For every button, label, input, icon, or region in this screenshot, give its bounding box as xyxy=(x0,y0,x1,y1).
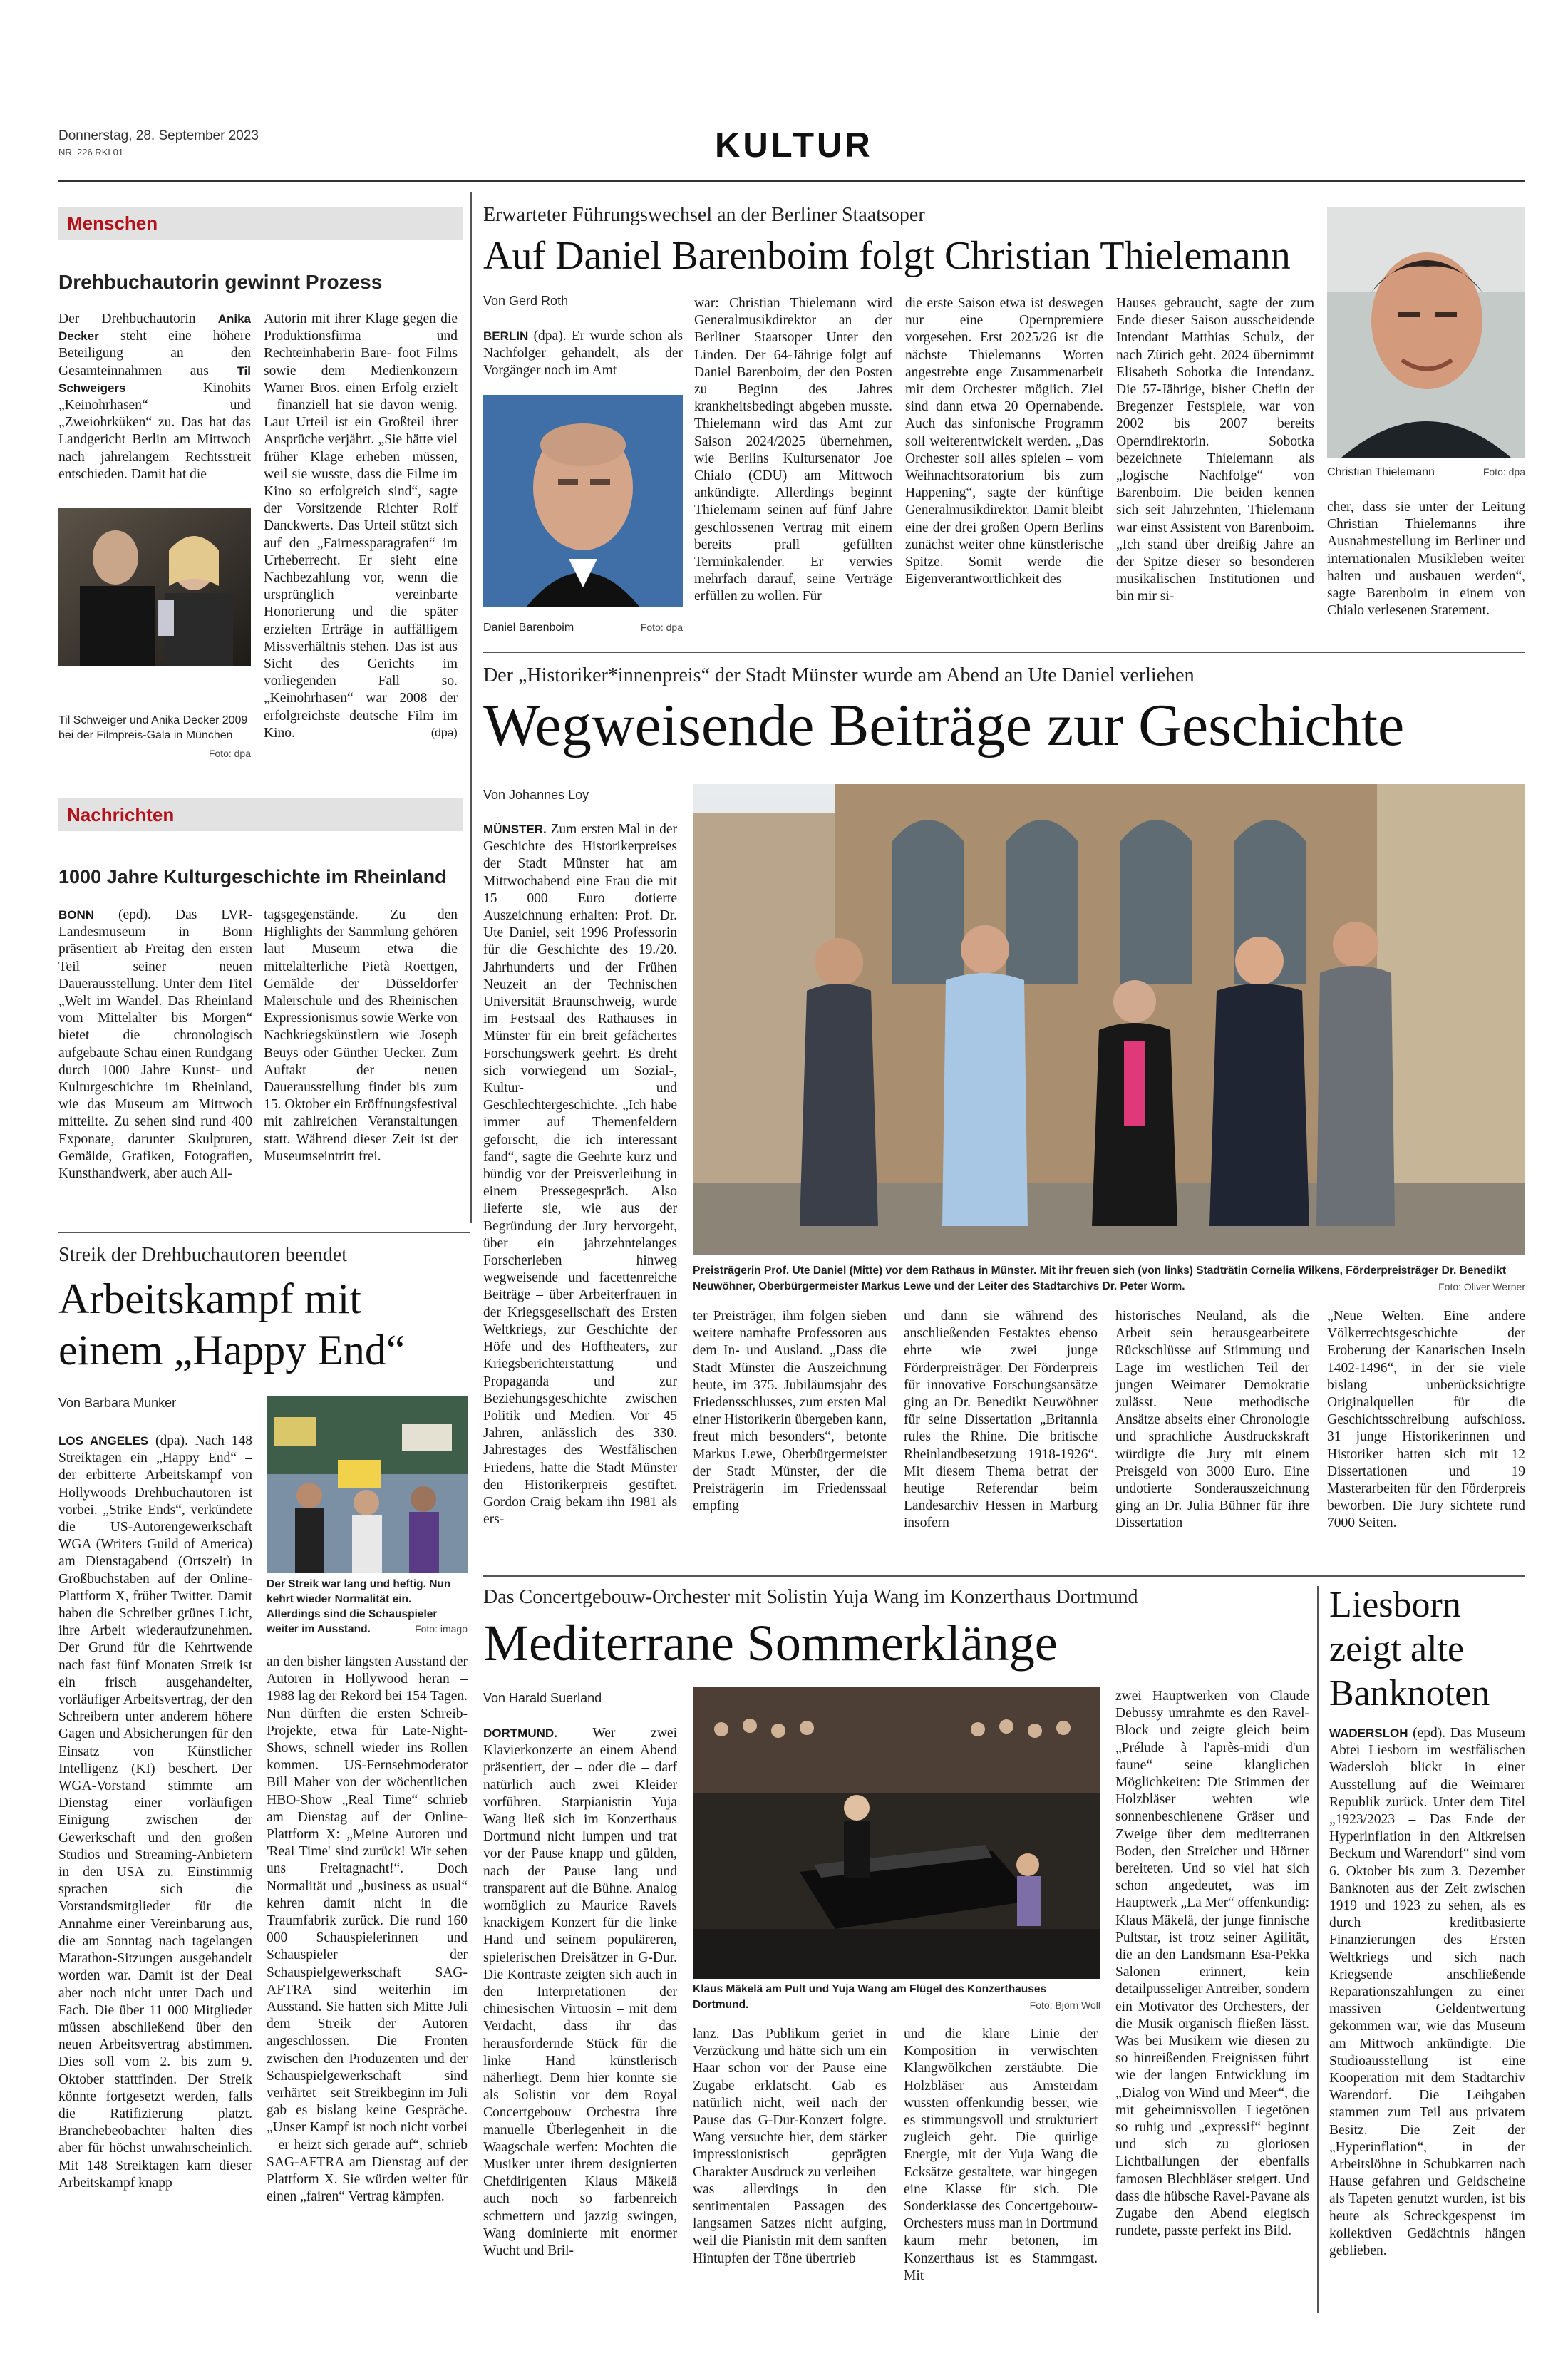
historiker-text-col1-cont xyxy=(483,821,677,822)
masthead-rule xyxy=(58,180,1525,182)
section-title: KULTUR xyxy=(715,126,873,165)
streik-headline-line1: Arbeitskampf mit xyxy=(58,1275,361,1322)
liesborn-headline-3: Banknoten xyxy=(1329,1673,1490,1714)
concert-kicker: Das Concertgebouw-Orchester mit Solistin Yuja Wang im Konzerthaus Dortmund xyxy=(483,1586,1138,1608)
barenboim-bottom-rule xyxy=(483,652,1525,653)
barenboim-text-col3: die erste Saison etwa ist deswegen nur eine Opernpremiere vorgesehen. Erst 2025/26 ist die nächste Thielemanns Worten angestrebte enge Zusammenarbeit mit dem Orchester möglich. Ziel sind dann etwa 20 Opernabende. Auch das sinfonische Programm soll weiterentwickelt werden. „Das Orchester soll alles spielen – vom Weihnachtsoratorium bis zum Happening“, sagte der künftige Generalmusikdirektor. Damit bleibt eine der drei großen Opern Berlins zunächst weiter ohne künstlerische Spitze. Somit werde die Eigenverantwortlichkeit des xyxy=(905,296,1103,587)
historiker-kicker: Der „Historiker*innenpreis“ der Stadt Münster wurde am Abend an Ute Daniel verliehen xyxy=(483,664,1195,686)
concert-text-col2: lanz. Das Publikum geriet in Verzückung und hätte sich um ein Haar schon vor der Pause eine Zugabe erklatscht. Gab es natürlich nicht, weil nach der Pause das G-Dur-Konzert folgte. Wang versuchte hier, dem stärker impressionistisch geprägten Charakter Ausdruck zu verleihen – was allerdings in den sentimentalen Passagen des langsamen Satzes nicht aufging, weil die Pianistin mit dem sanften Hintupfen der Töne übertrieb xyxy=(693,2027,887,2266)
historiker-text-col5: „Neue Welten. Eine andere Völkerrechtsgeschichte der Eroberung der Kanarischen Inseln 1402-1496“, in der sie viele bislang unberücksichtigte Originalquellen für die Geschichtsschreibung aufschloss. 31 junge Historikerinnen und Historiker hatten sich mit 12 Dissertationen und 19 Masterarbeiten für den Förderpreis beworben. Die Jury sichtete rund 7000 Seiten. xyxy=(1327,1309,1525,1531)
historiker-headline: Wegweisende Beiträge zur Geschichte xyxy=(483,692,1405,758)
issue-number: NR. 226 RKL01 xyxy=(58,147,124,158)
streik-kicker: Streik der Drehbuchautoren beendet xyxy=(58,1244,348,1266)
column-divider xyxy=(470,192,472,1223)
liesborn-divider xyxy=(1317,1586,1319,2313)
barenboim-text-col4: Hauses gebraucht, sagte der zum Ende dieser Saison ausscheidende Intendant Matthias Schulz, der nach Zürich geht. 2024 übernimmt Elisabeth Sobotka die Intendanz. Die 57-Jährige, bisher Chefin der Bregenzer Festspiele, war von 2002 bis 2007 bereits Operndirektorin. Sobotka bezeichnete Thielemann als „logische Nachfolge“ von Barenboim. Die beiden kennen sich seit Jahrzehnten, Thielemann war einst Assistent von Barenboim. „Ich stand über dreißig Jahre an der Spitze dieser so besonderen musikalischen Institutionen und bin mir si- xyxy=(1116,296,1314,604)
issue-date: Donnerstag, 28. September 2023 xyxy=(58,128,259,143)
concert-photo-caption xyxy=(693,1982,1100,2019)
historiker-text-col2: ter Preisträger, ihm folgen sieben weitere namhafte Professoren aus dem In- und Ausland. „Dass die Stadt Münster die Auszeichnung heute, im 375. Jubiläumsjahr des Friedensschlusses, zum ersten Mal einer Historikerin übergeben kann, freut mich besonders“, betonte Markus Lewe, Oberbürgermeister der Stadt Münster, der die Preisträgerin im Friedenssaal empfing xyxy=(693,1309,887,1514)
streik-photo-caption-text: Der Streik war lang und heftig. Nun kehrt wieder Normalität ein. Allerdings sind die Schauspieler weiter im Ausstand. xyxy=(267,1578,451,1635)
historiker-author: Von Johannes Loy xyxy=(483,788,589,802)
historiker-photo-caption-text: Preisträgerin Prof. Ute Daniel (Mitte) vor dem Rathaus in Münster. Mit ihr freuen sich (von links) Stadträtin Cornelia Wilkens, Förderpreisträger Dr. Benedikt Neuwöhner, Oberbürgermeister Markus Lewe und der Leiter des Stadtarchivs Dr. Peter Worm. xyxy=(693,1265,1507,1292)
liesborn-text: WADERSLOH (epd). Das Museum Abtei Liesborn im westfälischen Wadersloh blickt in einer Ausstellung auf die Weimarer Republik zurück. Unter dem Titel „1923/2023 – Das Ende der Hyperinflation in den Altkreisen Beckum und Warendorf“ sind vom 6. Oktober bis zum 3. Dezember Banknoten aus der Zeit zwischen 1919 und 1923 zu sehen, als es durch kreditbasierte Finanzierungen des Ersten Weltkriegs und sich nach Kriegsende anschließende Reparationszahlungen zu einer massiven Geldentwertung gekommen war, wie das Museum am Mittwoch ankündigte. Die Studioausstellung ist eine Kooperation mit dem Stadtarchiv Warendorf. Die Leihgaben stammen zum Teil aus privatem Besitz. Die Zeit der „Hyperinflation“, in der Arbeitslöhne in Schubkarren nach Hause gefahren und Geldscheine als Tapeten genutzt wurden, ist bis heute als Schreckgespenst im kollektiven Gedächtnis hängen geblieben. xyxy=(1329,1726,1525,2259)
barenboim-photo-caption xyxy=(483,620,683,637)
barenboim-photo1-caption-text: Daniel Barenboim xyxy=(483,622,574,634)
concert-text-col1: DORTMUND. Wer zwei Klavierkonzerte an einem Abend präsentiert, der – oder die – darf natürlich auch zwei Kleider vorführen. Starpianistin Yuja Wang ließ sich im Konzerthaus Dortmund nicht lumpen und trat vor der Pause knapp und gülden, nach der Pause lang und transparent auf die Bühne. Analog womöglich zu Maurice Ravels knackigem Konzert für die linke Hand und seinem populäreren, spielerischen Dreisätzer in G-Dur. Die Kontraste zeigten sich auch in den Interpretationen der chinesischen Virtuosin – mit dem Verdacht, dass ihr das herausfordernde Stück für die linke Hand künstlerisch näherliegt. Denn hier konnte sie als Solistin vor dem Royal Concertgebouw Orchestra ihre manuelle Überlegenheit in die Waagschale werfen: Mochten die Musiker unter ihrem designierten Chefdirigenten Klaus Mäkelä auch noch so farbenreich schmettern und jazzig swingen, Wang dominierte mit enormer Wucht und Bril- xyxy=(483,1726,677,2259)
barenboim-text-col2: war: Christian Thielemann wird Generalmusikdirektor an der Berliner Staatsoper Unter den Linden. Der 64-Jährige folgt auf Daniel Barenboim, der den Posten zu Beginn des Jahres krankheitsbedingt abgeben musste. Thielemann wird das Amt zur Saison 2024/2025 übernehmen, wie Berlins Kultursenator Joe Chialo (CDU) am Mittwoch ankündigte. Allerdings beginnt Thielemann seinen auf fünf Jahre geschlossenen Vertrag mit einem bereits prall gefüllten Terminkalender. Er verwies mehrfach darauf, seine Verträge erfüllen zu wollen. Für xyxy=(694,296,892,604)
schweiger-decker-photo xyxy=(58,508,251,666)
concert-author: Von Harald Suerland xyxy=(483,1691,602,1705)
concert-photo xyxy=(693,1687,1100,1979)
historiker-bottom-rule xyxy=(483,1575,1525,1577)
concert-text-col3: und die klare Linie der Komposition in verwischten Klangwölkchen zerstäubte. Die Holzbläser aus Amsterdam wussten offenkundig besser, wie es stimmungsvoll und strukturiert zugleich geht. Die quirlige Energie, mit der Yuja Wang die Ecksätze gestaltete, war hingegen eine Klasse für sich. Die Sonderklasse des Concertgebouw-Orchesters muss man in Dortmund kaum mehr betonen, im Konzerthaus ist es Stammgast. Mit xyxy=(904,2027,1098,2283)
concert-headline: Mediterrane Sommerklänge xyxy=(483,1615,1058,1672)
historiker-photo-caption xyxy=(693,1263,1525,1297)
concert-photo-credit: Foto: Björn Woll xyxy=(1029,1999,1100,2011)
historiker-text-col4: historisches Neuland, als die Arbeit sein herausgearbeitete Rückschlüsse auf Stimmung und Lage im westlichen Teil der jungen Weimarer Demokratie zulässt. Neue methodische Ansätze abseits einer Chronologie und sprachliche Ausdruckskraft würdigte die Jury mit einem Preisgeld von 3000 Euro. Eine undotierte Sonderauszeichnung ging an Dr. Julia Bühner für ihre Dissertation xyxy=(1115,1309,1309,1531)
thielemann-photo-caption xyxy=(1327,465,1525,482)
barenboim-photo1-credit: Foto: dpa xyxy=(640,622,683,633)
barenboim-photo xyxy=(483,395,683,607)
streik-text-col1: LOS ANGELES (dpa). Nach 148 Streiktagen ein „Happy End“ – der erbitterte Arbeitskampf von Hollywoods Drehbuchautoren ist vorbei. „Strike Ends“, verkündete die US-Autorengewerkschaft WGA (Writers Guild of America) am Dienstagabend (Ortszeit) in Großbuchstaben auf der Online-Plattform X, früher Twitter. Damit haben die Schreiber grünes Licht, ihre Arbeit wiederaufzunehmen. Der Grund für die Kehrtwende nach fast fünf Monaten Streik ist ein frisch ausgehandelter, vorläufiger Arbeitsvertrag, der den Schreibern unter anderem höhere Gagen und Absicherungen für den Einsatz von Künstlicher Intelligenz (KI) beschert. Der WGA-Vorstand stimmte am Dienstag einer vorläufigen Einigung zwischen der Gewerkschaft und den großen Studios und Streaming-Anbietern in den USA zu. Einstimmig sprachen sich die Vorstandsmitglieder für die Annahme einer Vereinbarung aus, die am Sonntag nach tagelangen Marathon-Sitzungen ausgehandelt worden war. Damit ist der Deal aber noch nicht unter Dach und Fach. Die über 11 000 Mitglieder müssen abschließend über den neuen Arbeitsvertrag abstimmen. Dies soll vom 2. bis zum 9. Oktober stattfinden. Der Streik könnte fortgesetzt werden, falls die Ratifizierung platzt. Branchebeobachter halten dies aber für höchst unwahrscheinlich. Mit 148 Streiktagen kam dieser Arbeitskampf knapp xyxy=(58,1434,252,2191)
barenboim-author: Von Gerd Roth xyxy=(483,294,569,308)
barenboim-photo2-caption-text: Christian Thielemann xyxy=(1327,466,1435,478)
menschen-photo-caption-text: Til Schweiger und Anika Decker 2009 bei der Filmpreis-Gala in München xyxy=(58,714,248,741)
barenboim-intro: BERLIN (dpa). Er wurde schon als Nachfolger gehandelt, als der Vorgänger noch im Amt xyxy=(483,329,683,379)
historiker-photo-credit: Foto: Oliver Werner xyxy=(1438,1281,1525,1292)
streik-headline-line2: einem „Happy End“ xyxy=(58,1327,406,1374)
barenboim-text-col5: cher, dass sie unter der Leitung Christian Thielemanns ihre Ausnahmestellung im Berliner und internationalen Musikleben weiter halten und ausbauen werden“, sagte Barenboim in einem von Chialo verlesenen Statement. xyxy=(1327,500,1525,619)
thielemann-photo xyxy=(1327,207,1525,458)
menschen-section-label: Menschen xyxy=(58,207,463,240)
nachrichten-text-col2: tagsgegenstände. Zu den Highlights der Sammlung gehören laut Museum etwa die mittelalterliche Pietà Roettgen, Gemälde der Düsseldorfer Malerschule und des Rheinischen Expressionismus sowie Werke von Nachkriegskünstlern wie Joseph Beuys oder Günther Uecker. Zum Auftakt der neuen Dauerausstellung findet bis zum 15. Oktober ein Eröffnungsfestival mit zahlreichen Veranstaltungen statt. Während dieser Zeit ist der Museumseintritt frei. xyxy=(264,907,458,1164)
strike-photo xyxy=(267,1396,468,1573)
historiker-text-col3: und dann sie während des anschließenden Festaktes ebenso ehrte wie zwei junge Förderpreisträger. Der Förderpreis für innovative Forschungsansätze ging an Dr. Benedikt Neuwöhner für seine Dissertation „Britannia rules the Rhine. Die britische Rheinlandbesetzung 1918-1926“. Mit diesem Thema betrat der heutige Referendar beim Landesarchiv Hessen in Marburg insofern xyxy=(904,1309,1098,1531)
barenboim-photo2-credit: Foto: dpa xyxy=(1482,466,1525,478)
liesborn-headline-2: zeigt alte xyxy=(1329,1629,1465,1669)
nachrichten-section-label: Nachrichten xyxy=(58,798,463,831)
menschen-headline: Drehbuchautorin gewinnt Prozess xyxy=(58,271,383,293)
left-separator xyxy=(58,1232,470,1233)
concert-photo-caption-text: Klaus Mäkelä am Pult und Yuja Wang am Flügel des Konzerthauses Dortmund. xyxy=(693,1983,1047,2011)
nachrichten-headline: 1000 Jahre Kulturgeschichte im Rheinland xyxy=(58,866,447,887)
historiker-text-col1: MÜNSTER. Zum ersten Mal in der Geschichte des Historikerpreises der Stadt Münster hat am Mittwochabend eine Frau die mit 15 000 Euro dotierte Auszeichnung erhalten: Prof. Dr. Ute Daniel, seit 1996 Professorin für die Geschichte des 19./20. Jahrhunderts und der Frühen Neuzeit an der Technischen Universität Braunschweig, wurde im Festsaal des Rathauses in Münster für ein breit gefächertes Forschungswerk geehrt. Es dreht sich vorwiegend um Sozial-, Kultur- und Geschlechtergeschichte. „Ich habe immer auf Themenfeldern geforscht, die ich interessant fand“, sagte die Geehrte kurz und bündig vor der Preisverleihung in einem Pressegespräch. Also lieferte sie, wie aus der Begründung der Jury hervorgeht, über ein jahrzehntelanges Forscherleben hinweg wegweisende und facettenreiche Beiträge – über Arbeiterfrauen in der Kriegsgesellschaft des Ersten Weltkriegs, zur Geschichte der Höfe und des Hoftheaters, zur Kriegsberichterstattung und Propaganda und zur Beziehungsgeschichte zwischen Politik und Medien. Vor 45 Jahren, anlässlich des 330. Jahrestages des Westfälischen Friedens, hatte die Stadt Münster den Historikerpreis gestiftet. Gordon Craig bekam ihn 1981 als ers- xyxy=(483,822,677,1528)
concert-text-col4: zwei Hauptwerken von Claude Debussy umrahmte es den Ravel-Block und zeigte gleich beim „Prélude à l'après-midi d'un faune“ seine klanglichen Möglichkeiten: Die Stimmen der Holzbläser wehten wie sonnenbeschienene Gräser und Zweige über dem mediterranen Boden, den Streicher und Hörner bereiteten. Und so viel hat sich schon angedeutet, was im Hauptwerk „La Mer“ offenkundig: Klaus Mäkelä, der junge finnische Pultstar, ist trotz seiner Agilität, die an den Landsmann Esa-Pekka Salonen erinnert, kein detailpusseliger Antreiber, sondern ein Motivator des Orchesters, der die Musik organisch fließen lässt. Was bei Musikern wie diesen zu so hinreißenden Ereignissen führt wie der langen Entwicklung im „Dialog von Wind und Meer“, die mit geheimnisvollen Liegetönen so ruhig und „expressif“ beginnt und sich zu gloriosen Lichtballungen der ebenfalls famosen Blechbläser steigert. Und dass die hübsche Ravel-Pavane als Zugabe den Abend elegisch rundete, passte perfekt ins Bild. xyxy=(1115,1689,1310,2239)
streik-author: Von Barbara Munker xyxy=(58,1396,177,1410)
menschen-text-col1: Der Drehbuchautorin Anika Decker steht eine höhere Beteiligung an den Gesamteinnahmen aus Til Schweigers Kinohits „Keinohrhasen“ und „Zweiohrküken“ zu. Das hat das Landgericht Berlin am Mittwoch nach jahrelangem Rechtsstreit entschieden. Damit hat die xyxy=(58,312,251,482)
streik-photo-caption xyxy=(267,1577,468,1640)
muenster-rathaus-photo xyxy=(693,784,1525,1255)
barenboim-kicker: Erwarteter Führungswechsel an der Berliner Staatsoper xyxy=(483,204,925,226)
barenboim-headline: Auf Daniel Barenboim folgt Christian Thielemann xyxy=(483,234,1291,278)
streik-text-col2: an den bisher längsten Ausstand der Autoren in Hollywood heran – 1988 lag der Rekord bei 154 Tagen. Nun dürften die ersten Schreib-Projekte, etwa für Late-Night-Shows, schnell wieder ins Rollen kommen. US-Fernsehmoderator Bill Maher von der wöchentlichen HBO-Show „Real Time“ schrieb am Dienstag auf der Online-Plattform X: „Meine Autoren und 'Real Time' sind zurück! Wir sehen uns Freitagnacht!“. Doch Normalität und „business as usual“ kehren damit nicht in die Traumfabrik zurück. Die rund 160 000 Schauspielerinnen und Schauspieler der Schauspielgewerkschaft SAG-AFTRA sind weiterhin im Ausstand. Sie hatten sich Mitte Juli dem Streik der Autoren angeschlossen. Die Fronten zwischen den Produzenten und der Schauspielgewerkschaft sind verhärtet – seit Streikbeginn im Juli gab es bislang keine Gespräche. „Unser Kampf ist noch nicht vorbei – er heizt sich gerade auf“, schrieb SAG-AFTRA am Dienstag auf der Plattform X. Sie würden weiter für einen „fairen“ Vertrag kämpfen. xyxy=(267,1654,468,2205)
menschen-photo-credit: Foto: dpa xyxy=(208,748,251,759)
streik-photo-credit: Foto: imago xyxy=(415,1623,468,1635)
nachrichten-text-col1: BONN (epd). Das LVR-Landesmuseum in Bonn präsentiert ab Freitag den ersten Teil seiner neuen Dauerausstellung. Unter dem Titel „Welt im Wandel. Das Rheinland vom Mittelalter bis Morgen“ bietet die chronologisch aufgebaute Schau einen Rundgang durch 1000 Jahre Kunst- und Kulturgeschichte im Rheinland, wie das Museum am Mittwoch mitteilte. Zu sehen sind rund 400 Exponate, darunter Skulpturen, Gemälde, Grafiken, Fotografien, Kunsthandwerk, aber auch All- xyxy=(58,907,252,1182)
menschen-photo-caption xyxy=(58,713,251,763)
menschen-text-col2: Autorin mit ihrer Klage gegen die Produktionsfirma und Rechteinhaberin Bare- foot Films sowie dem Medienkonzern Warner Bros. einen Erfolg erzielt – finanziell hat sie davon wenig. Laut Urteil ist ein Großteil ihrer Ansprüche verjährt. „Sie hätte viel früher Klage erheben müssen, weil sie wusste, dass die Filme im Kino so erfolgreich sind“, sagte der Vorsitzende Richter Rolf Danckwerts. Das Urteil stützt sich auf den „Fairnessparagrafen“ im Urheberrecht. Er sieht eine Nachbezahlung vor, wenn die ursprünglich vereinbarte Honorierung und die später erzielten Erträge in auffälligem Missverhältnis stehen. Das ist aus Sicht des Gerichts im vorliegenden Fall so. „Keinohrhasen“ war 2008 der erfolgreichste deutsche Film im Kino. (dpa) xyxy=(264,312,458,741)
liesborn-headline-1: Liesborn xyxy=(1329,1585,1461,1625)
